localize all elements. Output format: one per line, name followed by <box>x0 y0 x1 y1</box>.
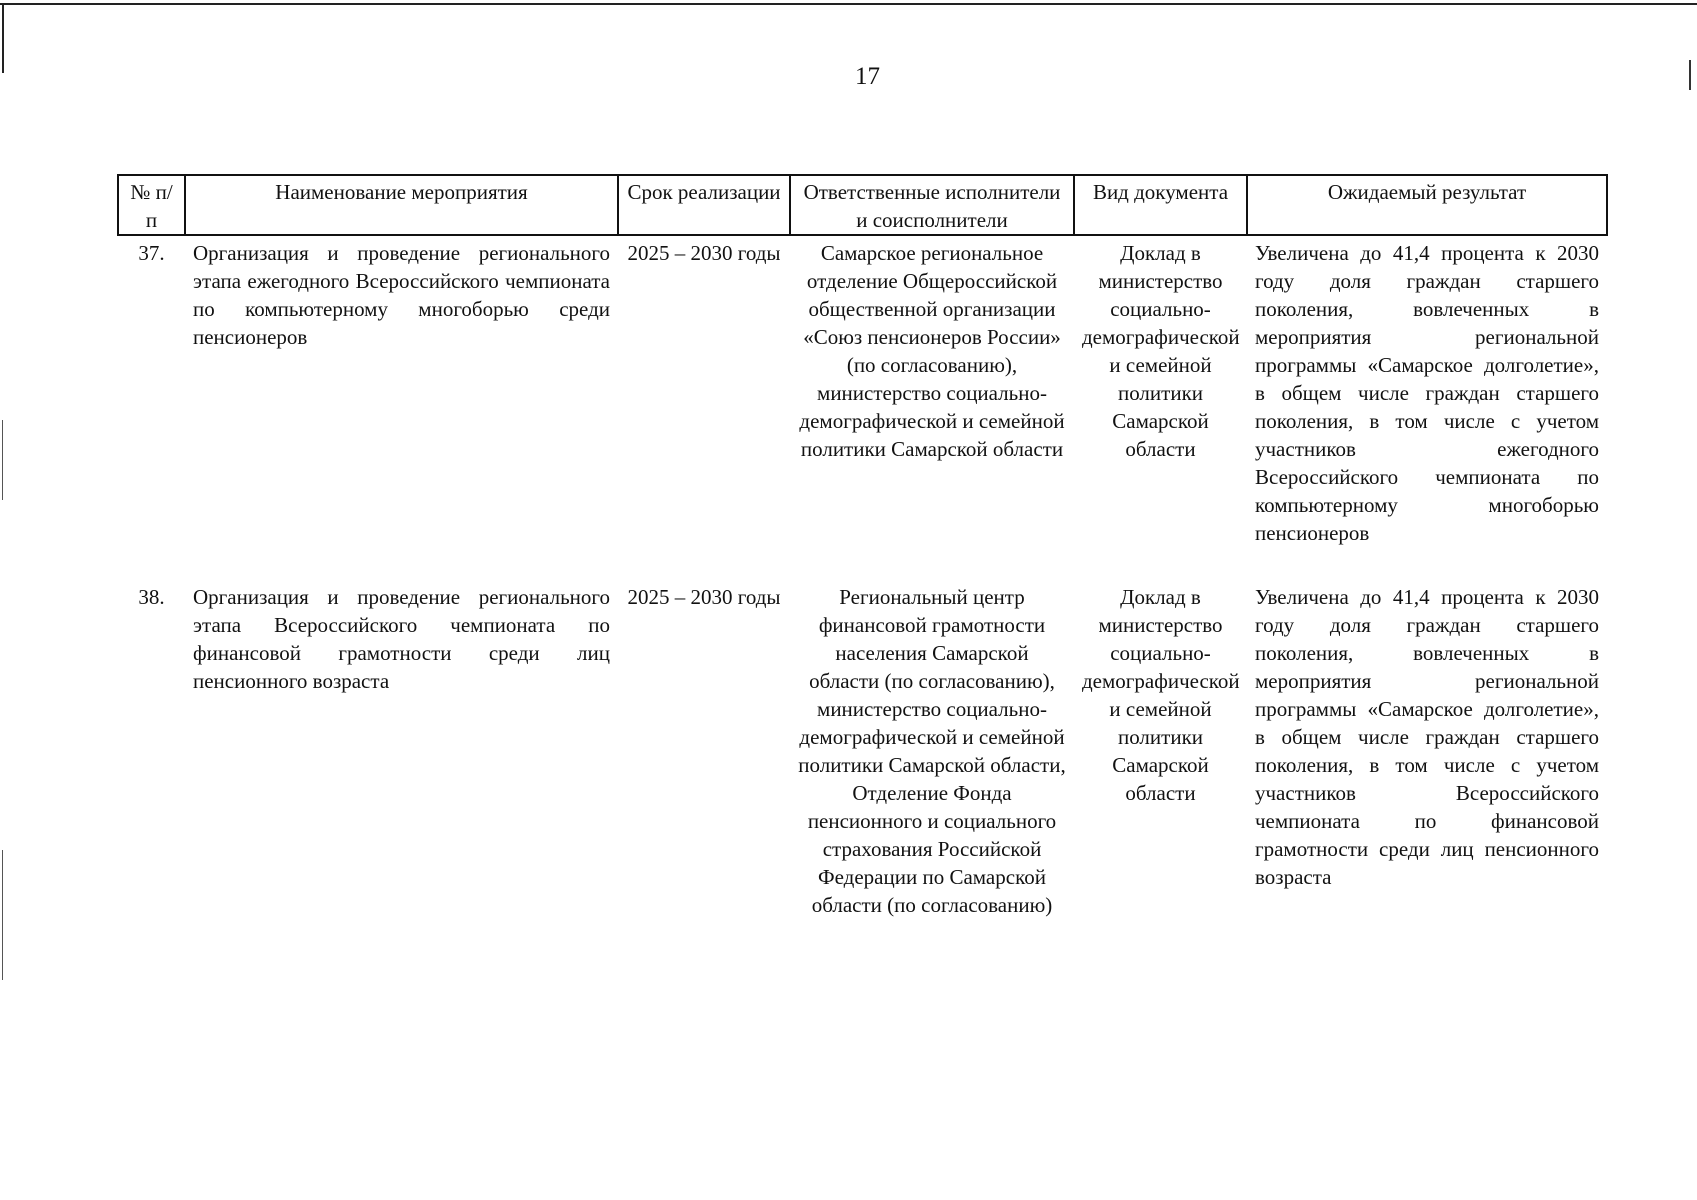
activity-name: Организация и проведение регионального этапа Всероссийского чемпионата по финансовой грамотности среди лиц пенсионного возраста <box>193 585 610 693</box>
header-executors: Ответственные исполнители и соисполнители <box>790 175 1074 235</box>
scan-border-left-mark <box>2 850 3 980</box>
document-type: Доклад в министерство социально-демографической и семейной политики Самарской области <box>1082 585 1240 805</box>
table-row <box>118 235 1607 583</box>
responsible-executors: Самарское региональное отделение Общероссийской общественной организации «Союз пенсионеров России» (по согласованию), министерство социально-демографической и семейной политики Самарской области <box>799 241 1065 461</box>
scan-border-left-mark <box>2 420 3 500</box>
header-name: Наименование мероприятия <box>185 175 618 235</box>
row-number: 37. <box>138 241 165 265</box>
header-doc-type: Вид документа <box>1074 175 1247 235</box>
header-result: Ожидаемый результат <box>1247 175 1607 235</box>
expected-result: Увеличена до 41,4 процента к 2030 году доля граждан старшего поколения, вовлеченных в мероприятия региональной программы «Самарское долголетие», в общем числе граждан старшего поколения, в том числе с учетом участников Всероссийского чемпионата по финансовой грамотности среди лиц пенсионного возраста <box>1255 585 1599 889</box>
scan-border-top <box>0 3 1697 5</box>
document-type: Доклад в министерство социально-демографической и семейной политики Самарской области <box>1082 241 1240 461</box>
responsible-executors: Региональный центр финансовой грамотности населения Самарской области (по согласованию), министерство социально-демографической и семейной политики Самарской области, Отделение Фонда пенсионного и социального страхования Российской Федерации по Самарской области (по согласованию) <box>798 585 1066 917</box>
table-row <box>118 583 1607 955</box>
header-num: № п/п <box>118 175 185 235</box>
header-term: Срок реализации <box>618 175 790 235</box>
table-header <box>118 175 1607 235</box>
row-number: 38. <box>138 585 165 609</box>
implementation-term: 2025 – 2030 годы <box>627 241 781 265</box>
activities-table <box>117 174 1608 955</box>
implementation-term: 2025 – 2030 годы <box>627 585 781 609</box>
activity-name: Организация и проведение регионального этапа ежегодного Всероссийского чемпионата по компьютерному многоборью среди пенсионеров <box>193 241 610 349</box>
expected-result: Увеличена до 41,4 процента к 2030 году доля граждан старшего поколения, вовлеченных в мероприятия региональной программы «Самарское долголетие», в общем числе граждан старшего поколения, в том числе с учетом участников ежегодного Всероссийского чемпионата по компьютерному многоборью пенсионеров <box>1255 241 1599 545</box>
page-number: 17 <box>855 63 880 90</box>
